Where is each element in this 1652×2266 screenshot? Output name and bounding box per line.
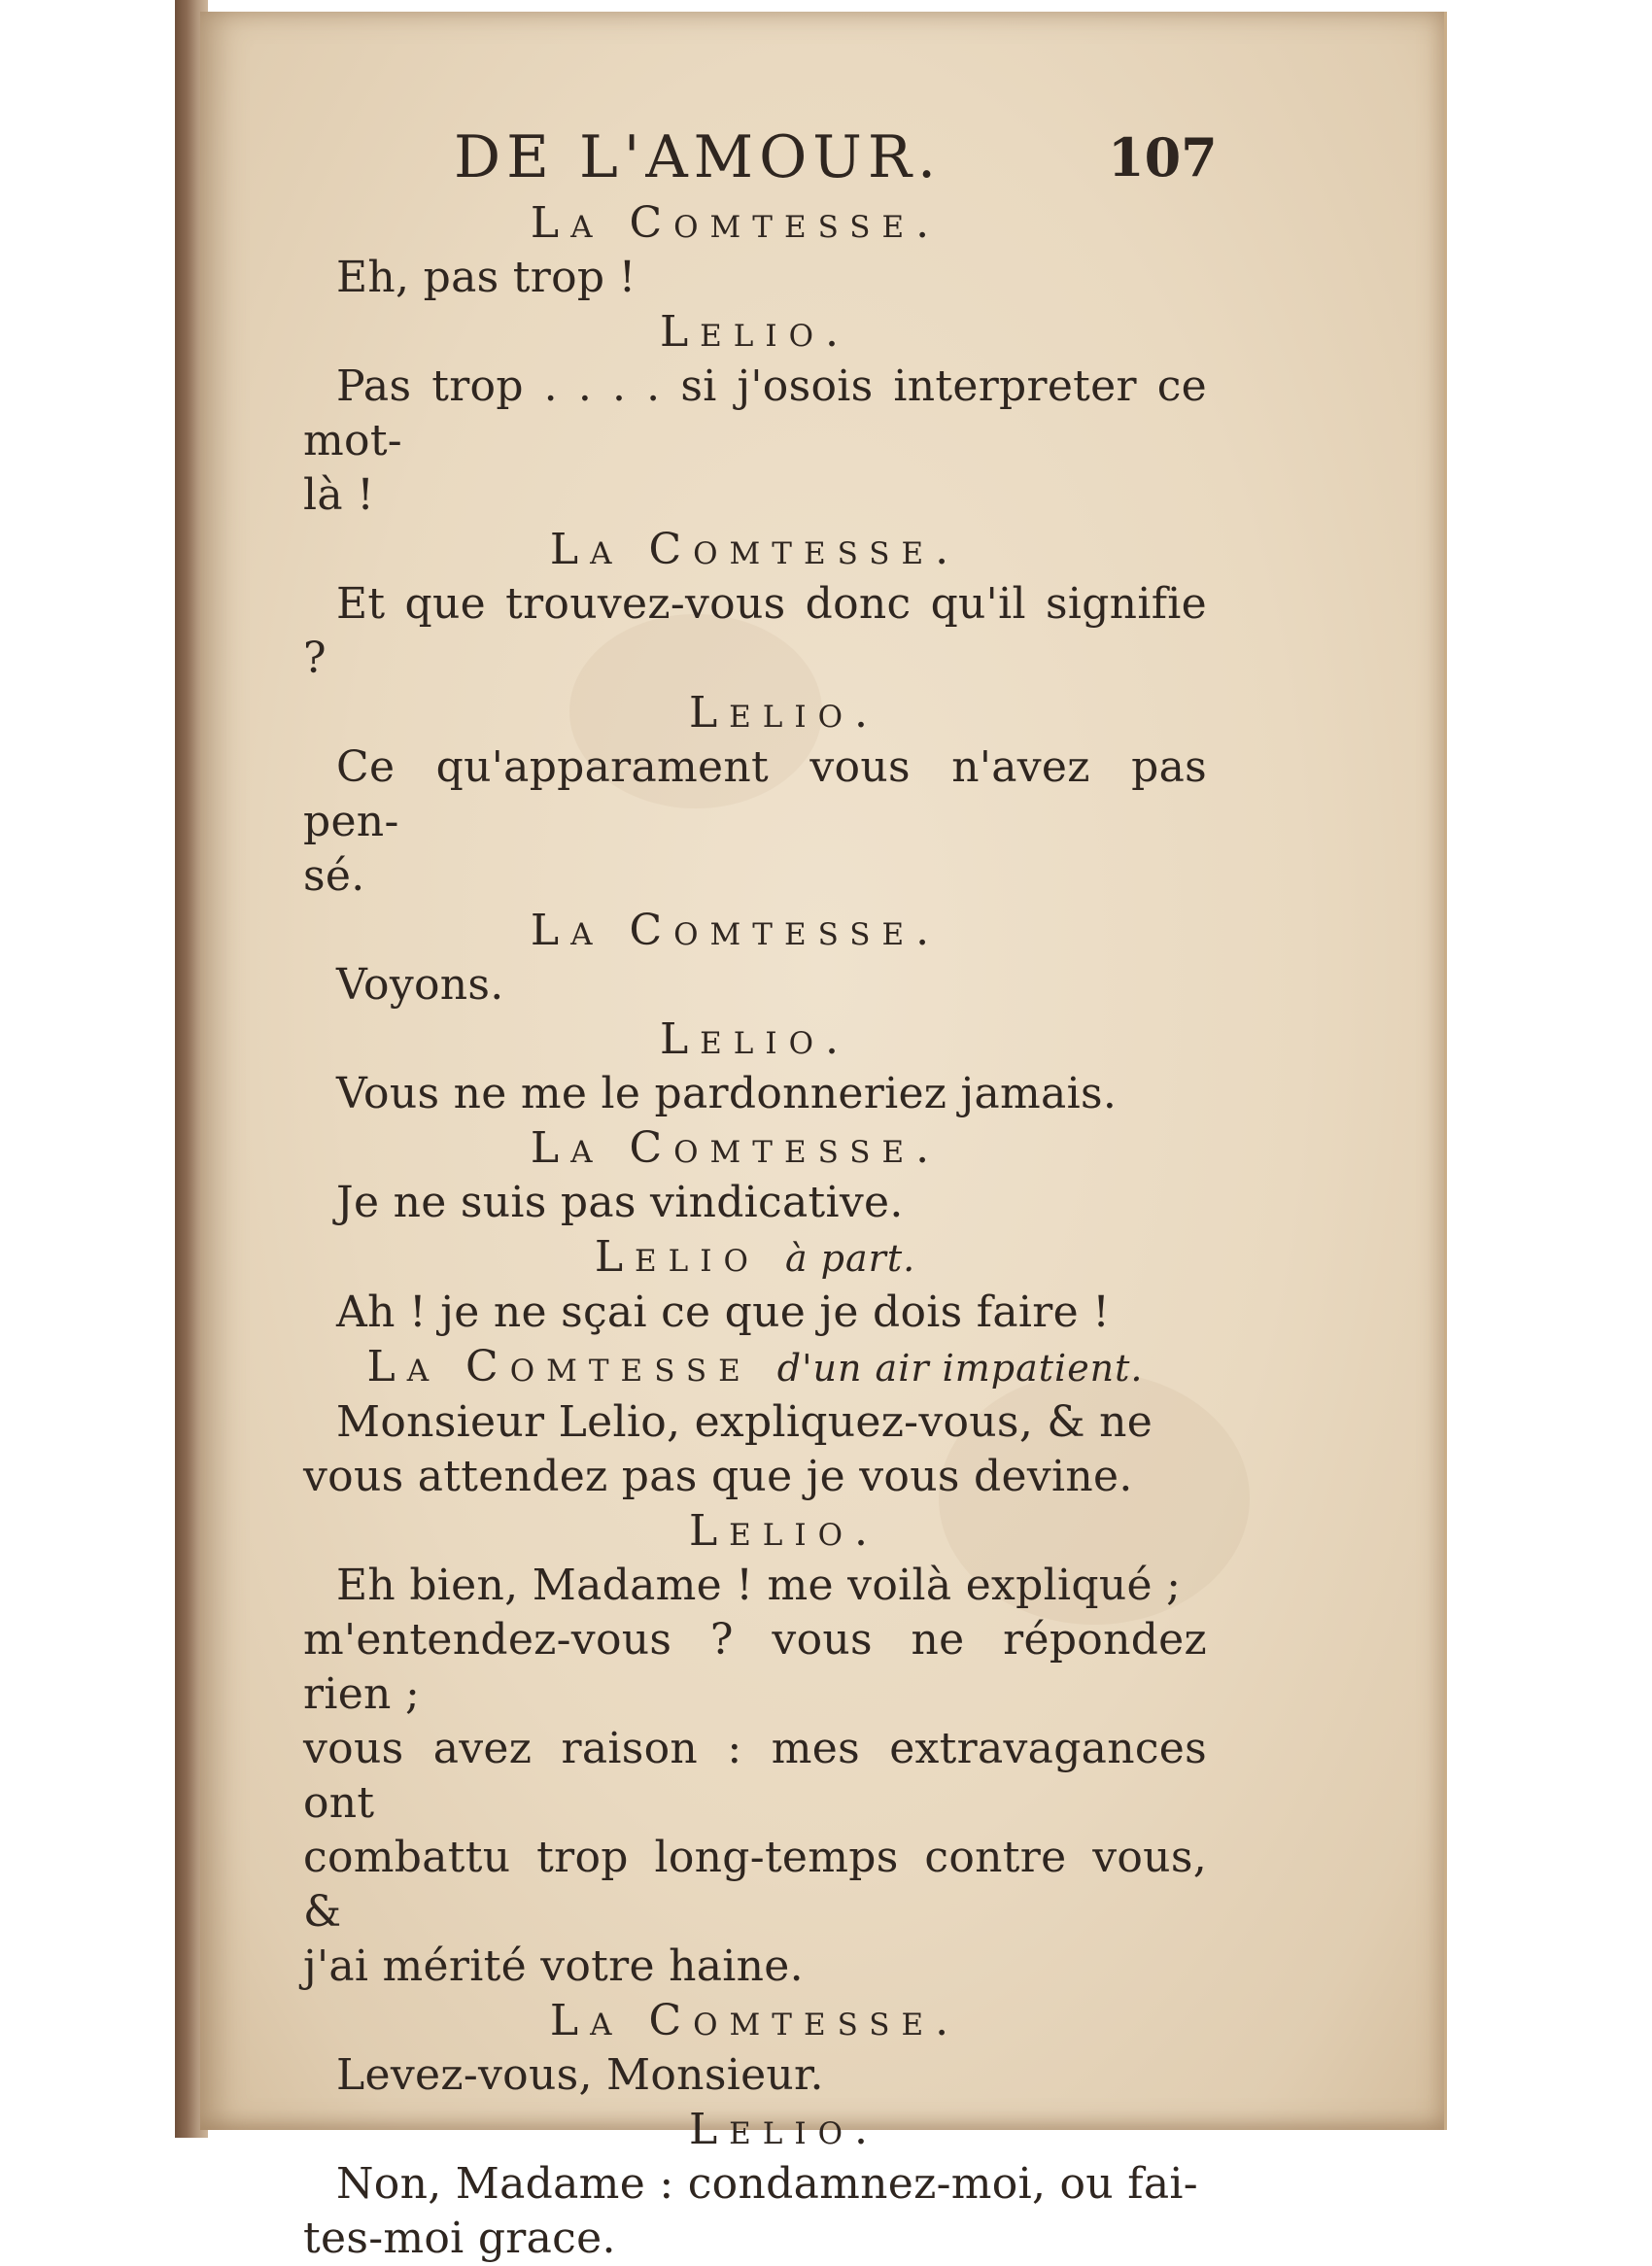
speech-line: Je ne suis pas vindicative.	[336, 1178, 904, 1227]
speaker-name: La Comtesse.	[549, 525, 961, 574]
running-head-title: DE L'AMOUR.	[454, 123, 943, 191]
speaker-heading	[303, 196, 1207, 251]
speaker-heading	[303, 1504, 1207, 1559]
speaker-name: La Comtesse.	[530, 906, 942, 955]
speaker-name: Lelio.	[659, 1014, 851, 1064]
speaker-name: La Comtesse.	[530, 1123, 942, 1173]
speaker-heading	[303, 1340, 1207, 1395]
speech-line: Et que trouvez-vous donc qu'il signifie ?	[303, 579, 1207, 683]
speaker-name: Lelio.	[688, 688, 880, 738]
speaker-heading	[303, 1230, 1207, 1286]
speech-line: m'entendez-vous ? vous ne répondez rien ;	[303, 1615, 1207, 1719]
speaker-heading	[303, 904, 1207, 958]
speaker-heading	[303, 1994, 1207, 2048]
speech-line: Eh, pas trop !	[336, 253, 637, 302]
speech-line: tes-moi grace.	[303, 2214, 616, 2263]
page-text	[303, 119, 1218, 2266]
speaker-name: Lelio.	[688, 1506, 880, 1556]
speaker-name: Lelio.	[688, 2105, 880, 2154]
speaker-name: La Comtesse.	[549, 1996, 961, 2045]
speaker-name: Lelio.	[659, 307, 851, 357]
speaker-heading	[303, 305, 1207, 360]
speech-line: Voyons.	[336, 960, 504, 1010]
speech-line: Eh bien, Madame ! me voilà expliqué ;	[336, 1561, 1182, 1610]
speech-line: vous avez raison : mes extravagances ont	[303, 1724, 1207, 1828]
speaker-heading	[303, 1013, 1207, 1067]
speech-line: sé.	[303, 851, 365, 901]
speech-line: Vous ne me le pardonneriez jamais.	[336, 1069, 1118, 1118]
book-page	[200, 12, 1447, 2263]
speaker-name: La Comtesse	[366, 1342, 752, 1391]
speech-line: Pas trop . . . . si j'osois interpreter ce mot-	[303, 361, 1207, 465]
speaker-heading	[303, 686, 1207, 740]
speech-line: Monsieur Lelio, expliquez-vous, & ne	[336, 1397, 1153, 1447]
stage-direction: d'un air impatient.	[776, 1347, 1144, 1390]
speaker-heading	[303, 1121, 1207, 1176]
speech-line: combattu trop long-temps contre vous, &	[303, 1833, 1207, 1937]
running-head	[303, 119, 1218, 196]
stage-direction: à part.	[784, 1237, 916, 1280]
speech-line: Ce qu'apparament vous n'avez pas pen-	[303, 742, 1207, 846]
speech-line: j'ai mérité votre haine.	[303, 1941, 804, 1991]
speech-line: Ah ! je ne sçai ce que je dois faire !	[336, 1288, 1111, 1337]
speaker-name: La Comtesse.	[530, 198, 942, 248]
page-number: 107	[1108, 126, 1218, 189]
speaker-name: Lelio	[594, 1232, 760, 1282]
speech-line: Levez-vous, Monsieur.	[336, 2050, 824, 2100]
speaker-heading	[303, 2103, 1207, 2157]
speech-line: vous attendez pas que je vous devine.	[303, 1452, 1133, 1501]
speech-line: Non, Madame : condamnez-moi, ou fai-	[336, 2159, 1198, 2209]
speaker-heading	[303, 523, 1207, 577]
speech-line: là !	[303, 470, 375, 520]
